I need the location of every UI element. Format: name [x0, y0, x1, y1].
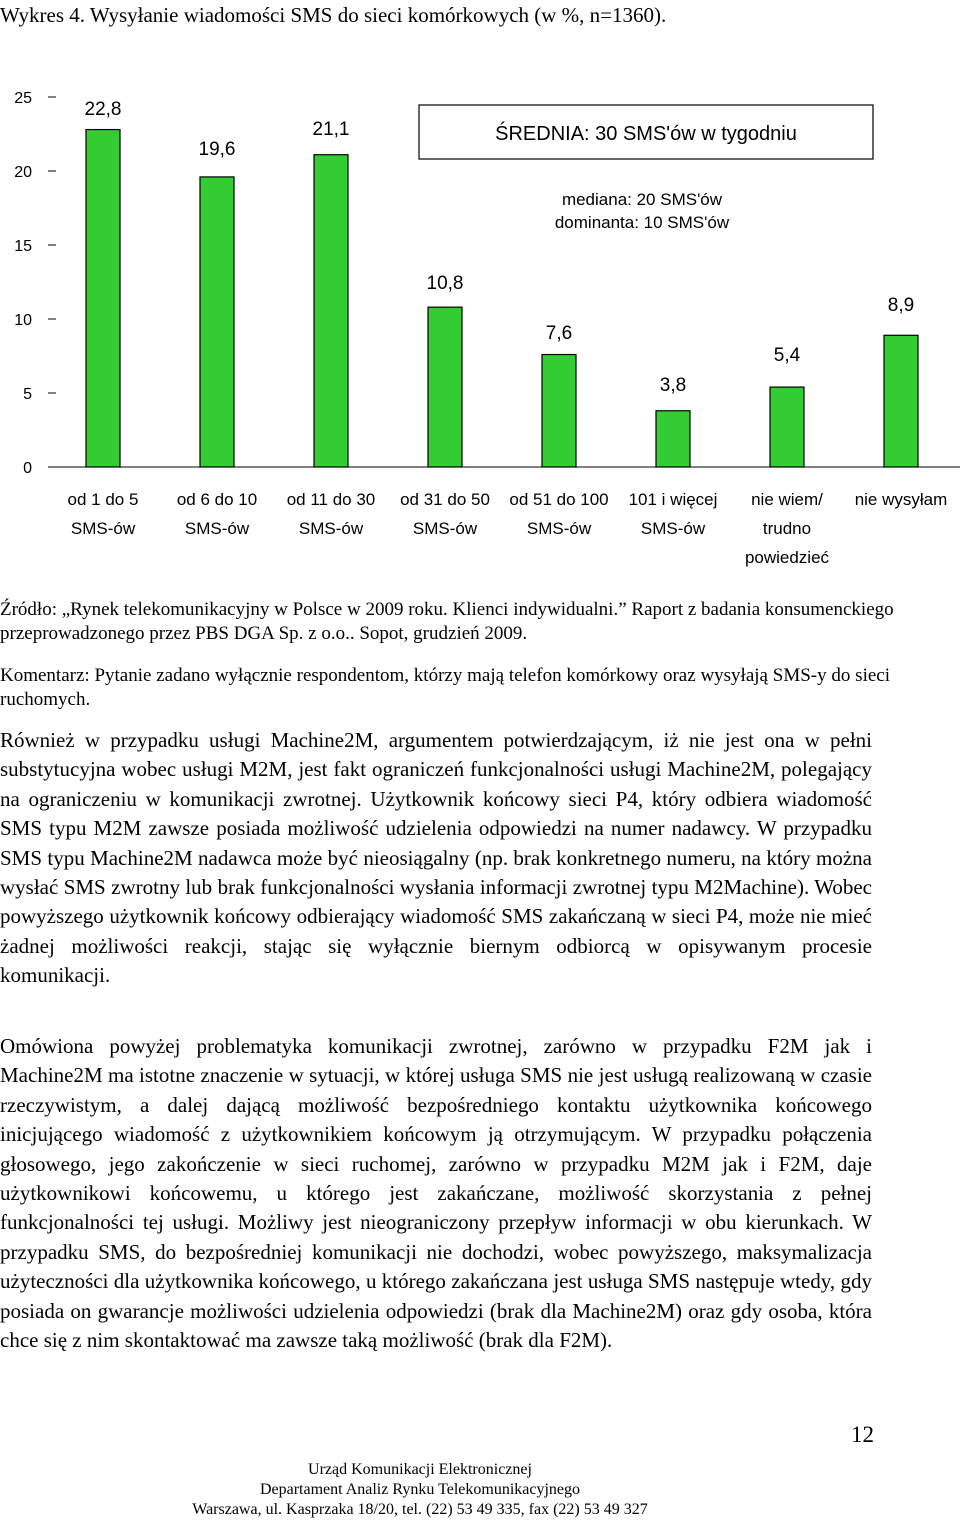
bar — [200, 177, 234, 467]
y-tick-label: 0 — [23, 460, 32, 477]
comment-note: Komentarz: Pytanie zadano wyłącznie respondentom, którzy mają telefon komórkowy oraz wysyłają SMS-y do sieci ruchomych. — [0, 665, 890, 710]
x-category-label: SMS-ów — [640, 519, 706, 538]
bar — [428, 307, 462, 467]
y-tick-label: 20 — [14, 164, 32, 181]
annotation-line: dominanta: 10 SMS'ów — [554, 213, 730, 232]
bar-value-label: 7,6 — [545, 323, 573, 344]
x-category-label: od 51 do 100 — [509, 490, 609, 509]
y-tick-label: 10 — [14, 312, 32, 329]
x-category-label: SMS-ów — [412, 519, 478, 538]
bar-value-label: 8,9 — [887, 295, 915, 316]
bar-value-label: 22,8 — [84, 99, 122, 120]
bar-chart — [0, 85, 960, 585]
footer-line-2: Departament Analiz Rynku Telekomunikacyjnego — [259, 1481, 581, 1498]
body-paragraph-2: Omówiona powyżej problematyka komunikacji zwrotnej, zarówno w przypadku F2M jak i Machine2M ma istotne znaczenie w sytuacji, w której usługa SMS nie jest usługą realizowaną w czasie rzeczywistym, a dalej dającą możliwość bezpośredniego kontaktu użytkownika końcowego inicjującego wiadomość z użytkownikiem końcowym ją otrzymującym. W przypadku połączenia głosowego, jego zakończenie w sieci ruchomej, zarówno w przypadku M2M jak i F2M, daje użytkownikowi końcowemu, u którego jest zakańczane, możliwość skorzystania z pełnej funkcjonalności tej usługi. Możliwy jest nieograniczony przepływ informacji w obu kierunkach. W przypadku SMS, do bezpośredniej komunikacji nie dochodzi, wobec powyższego, maksymalizacja użyteczności dla użytkownika końcowego, u którego zakańczana jest usługa SMS następuje wtedy, gdy posiada on gwarancje możliwości udzielenia odpowiedzi (brak dla Machine2M) oraz gdy osoba, która chce się z nim skontaktować ma zawsze taką możliwość (brak dla F2M). — [0, 1034, 872, 1353]
bar-value-label: 19,6 — [198, 139, 236, 160]
bar — [314, 155, 348, 467]
x-category-label: od 31 do 50 — [400, 490, 490, 509]
page-footer — [0, 1460, 840, 1520]
x-category-label: trudno — [762, 519, 812, 538]
footer-line-3: Warszawa, ul. Kasprzaka 18/20, tel. (22) 53 49 335, fax (22) 53 49 327 — [192, 1501, 648, 1518]
bar-value-label: 3,8 — [659, 375, 687, 396]
y-tick-label: 25 — [14, 90, 32, 107]
x-category-label: od 11 do 30 — [286, 490, 376, 509]
x-category-label: nie wiem/ — [751, 490, 823, 509]
x-category-label: SMS-ów — [526, 519, 592, 538]
bar — [86, 130, 120, 467]
x-category-label: od 1 do 5 — [67, 490, 139, 509]
bar — [656, 411, 690, 467]
y-tick-label: 15 — [14, 238, 32, 255]
figure-caption: Wykres 4. Wysyłanie wiadomości SMS do sieci komórkowych (w %, n=1360). — [0, 3, 667, 27]
x-category-label: powiedzieć — [744, 548, 830, 567]
body-paragraph-1: Również w przypadku usługi Machine2M, argumentem potwierdzającym, iż nie jest ona w pełni substytucyjna wobec usługi M2M, jest fakt ograniczeń funkcjonalności usługi Machine2M, polegający na ograniczeniu w komunikacji zwrotnej. Użytkownik końcowy sieci P4, który odbiera wiadomość SMS typu M2M zawsze posiada możliwość udzielenia odpowiedzi na numer nadawcy. W przypadku SMS typu Machine2M nadawca może być nieosiągalny (np. brak konkretnego numeru, na który można wysłać SMS zwrotny lub brak funkcjonalności wysłania informacji zwrotnej typu M2Machine). Wobec powyższego użytkownik końcowy odbierający wiadomość SMS zakańczaną w sieci P4, może nie mieć żadnej możliwości reakcji, stając się wyłącznie biernym odbiorcą w opisywanym procesie komunikacji. — [0, 728, 872, 988]
x-category-label: 101 i więcej — [628, 490, 718, 509]
footer-line-1: Urząd Komunikacji Elektronicznej — [308, 1461, 532, 1478]
bar — [884, 335, 918, 467]
x-category-label: SMS-ów — [298, 519, 364, 538]
bar-value-label: 10,8 — [426, 273, 464, 294]
annotation-line: mediana: 20 SMS'ów — [561, 190, 723, 209]
bar — [542, 355, 576, 467]
source-note: Źródło: „Rynek telekomunikacyjny w Polsce w 2009 roku. Klienci indywidualni.” Raport z badania konsumenckiego przeprowadzonego przez PBS DGA Sp. z o.o.. Sopot, grudzień 2009. — [0, 599, 894, 644]
x-category-label: SMS-ów — [184, 519, 250, 538]
bar-value-label: 21,1 — [312, 119, 350, 140]
y-tick-label: 5 — [23, 386, 32, 403]
x-category-label: SMS-ów — [70, 519, 136, 538]
x-category-label: od 6 do 10 — [176, 490, 258, 509]
page-number: 12 — [851, 1422, 874, 1447]
bar-value-label: 5,4 — [773, 345, 801, 366]
x-category-label: nie wysyłam — [854, 490, 948, 509]
annotation-box-text: ŚREDNIA: 30 SMS'ów w tygodniu — [495, 123, 797, 145]
bar — [770, 387, 804, 467]
